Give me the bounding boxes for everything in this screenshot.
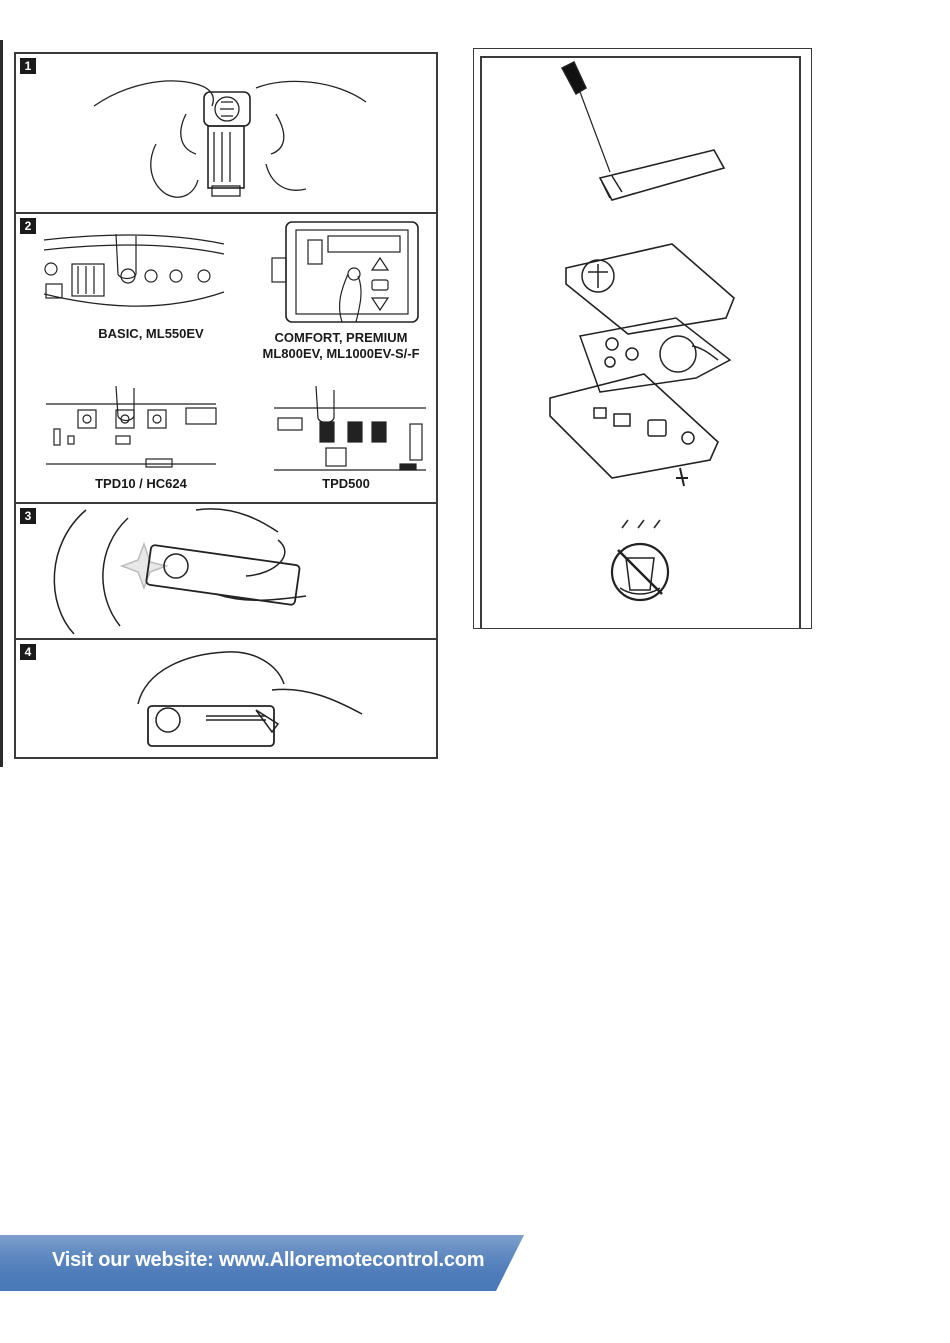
- caption-tpd10-hc624: TPD10 / HC624: [95, 476, 187, 491]
- page-left-rule: [0, 40, 3, 767]
- caption-ml800ev-ml1000ev: ML800EV, ML1000EV-S/-F: [262, 346, 420, 361]
- battery-illustration: [482, 58, 800, 630]
- footer-website-link[interactable]: Visit our website: www.Alloremotecontrol.com: [52, 1249, 485, 1271]
- step-2-panel: [16, 214, 436, 504]
- step-1-panel: [16, 54, 436, 214]
- caption-basic-ml550ev: BASIC, ML550EV: [98, 326, 204, 341]
- step-3-illustration: [16, 504, 436, 638]
- step-1-illustration: [16, 54, 436, 212]
- steps-frame: [14, 52, 438, 759]
- battery-frame-inner: [480, 56, 801, 628]
- step-4-panel: [16, 640, 436, 757]
- step-1-number: 1: [20, 58, 36, 74]
- step-2-number: 2: [20, 218, 36, 234]
- step-3-panel: [16, 504, 436, 640]
- caption-tpd500: TPD500: [322, 476, 370, 491]
- battery-frame: [473, 48, 812, 629]
- step-3-number: 3: [20, 508, 36, 524]
- caption-comfort-premium: COMFORT, PREMIUM: [274, 330, 408, 345]
- step-4-illustration: [16, 640, 436, 755]
- step-4-number: 4: [20, 644, 36, 660]
